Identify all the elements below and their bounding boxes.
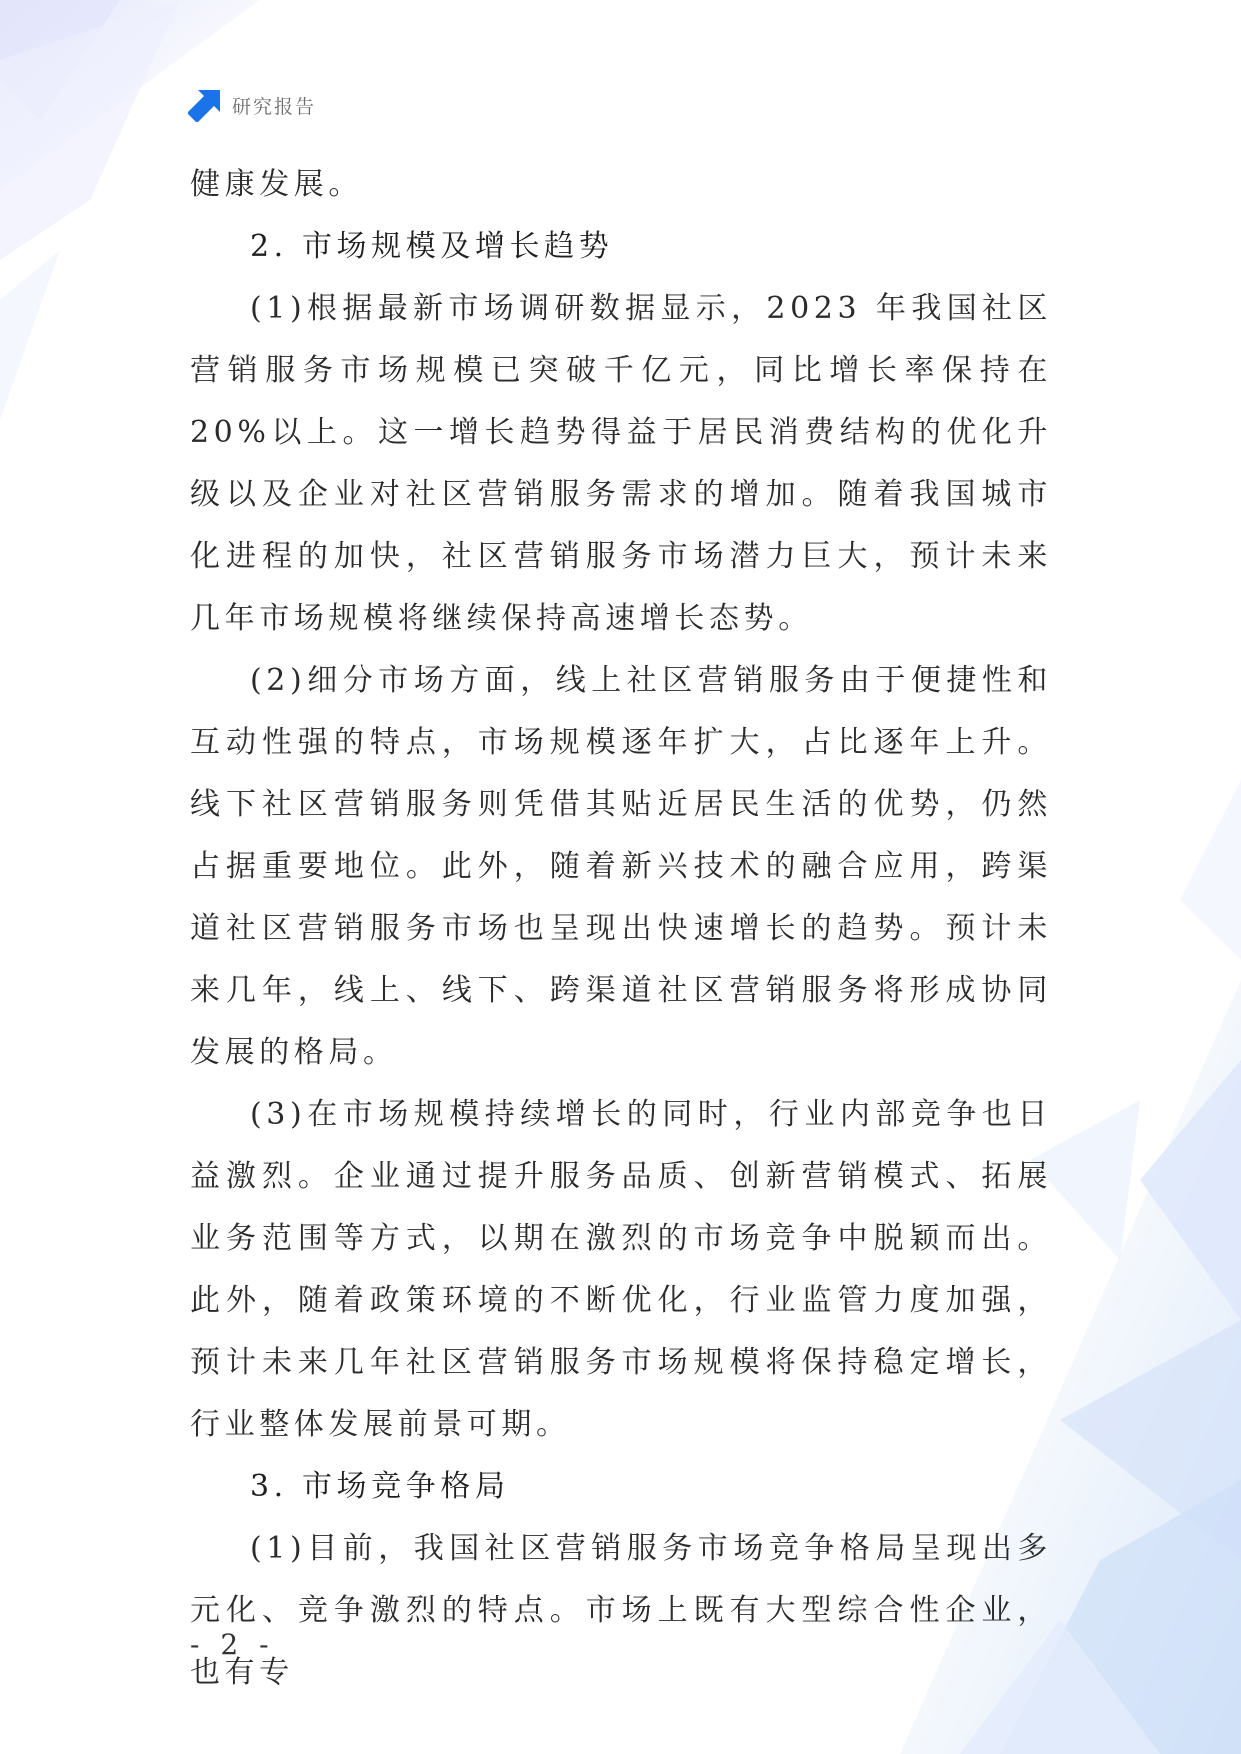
header-title: 研究报告 xyxy=(232,95,317,118)
document-body xyxy=(190,154,1052,1704)
arrow-up-right-icon xyxy=(188,88,222,122)
report-header xyxy=(188,88,316,122)
section-heading-market-size: 2. 市场规模及增长趋势 xyxy=(250,229,614,264)
section-heading-competition: 3. 市场竞争格局 xyxy=(250,1469,510,1504)
paragraph-market-size-1: (1)根据最新市场调研数据显示，2023 年我国社区营销服务市场规模已突破千亿元，同比增长率保持在 20%以上。这一增长趋势得益于居民消费结构的优化升级以及企业对社区营销服务需求的增加。随着我国城市化进程的加快，社区营销服务市场潜力巨大，预计未来几年市场规模将继续保持高速增长态势。 xyxy=(190,291,1052,636)
continuation-paragraph: 健康发展。 xyxy=(190,167,363,202)
paragraph-market-size-2: (2)细分市场方面，线上社区营销服务由于便捷性和互动性强的特点，市场规模逐年扩大，占比逐年上升。线下社区营销服务则凭借其贴近居民生活的优势，仍然占据重要地位。此外，随着新兴技术的融合应用，跨渠道社区营销服务市场也呈现出快速增长的趋势。预计未来几年，线上、线下、跨渠道社区营销服务将形成协同发展的格局。 xyxy=(190,663,1052,1070)
page-number: - 2 - xyxy=(190,1628,275,1661)
paragraph-market-size-3: (3)在市场规模持续增长的同时，行业内部竞争也日益激烈。企业通过提升服务品质、创新营销模式、拓展业务范围等方式，以期在激烈的市场竞争中脱颖而出。此外，随着政策环境的不断优化，行业监管力度加强，预计未来几年社区营销服务市场规模将保持稳定增长，行业整体发展前景可期。 xyxy=(190,1097,1052,1442)
paragraph-competition-1: (1)目前，我国社区营销服务市场竞争格局呈现出多元化、竞争激烈的特点。市场上既有大型综合性企业，也有专 xyxy=(190,1531,1052,1690)
